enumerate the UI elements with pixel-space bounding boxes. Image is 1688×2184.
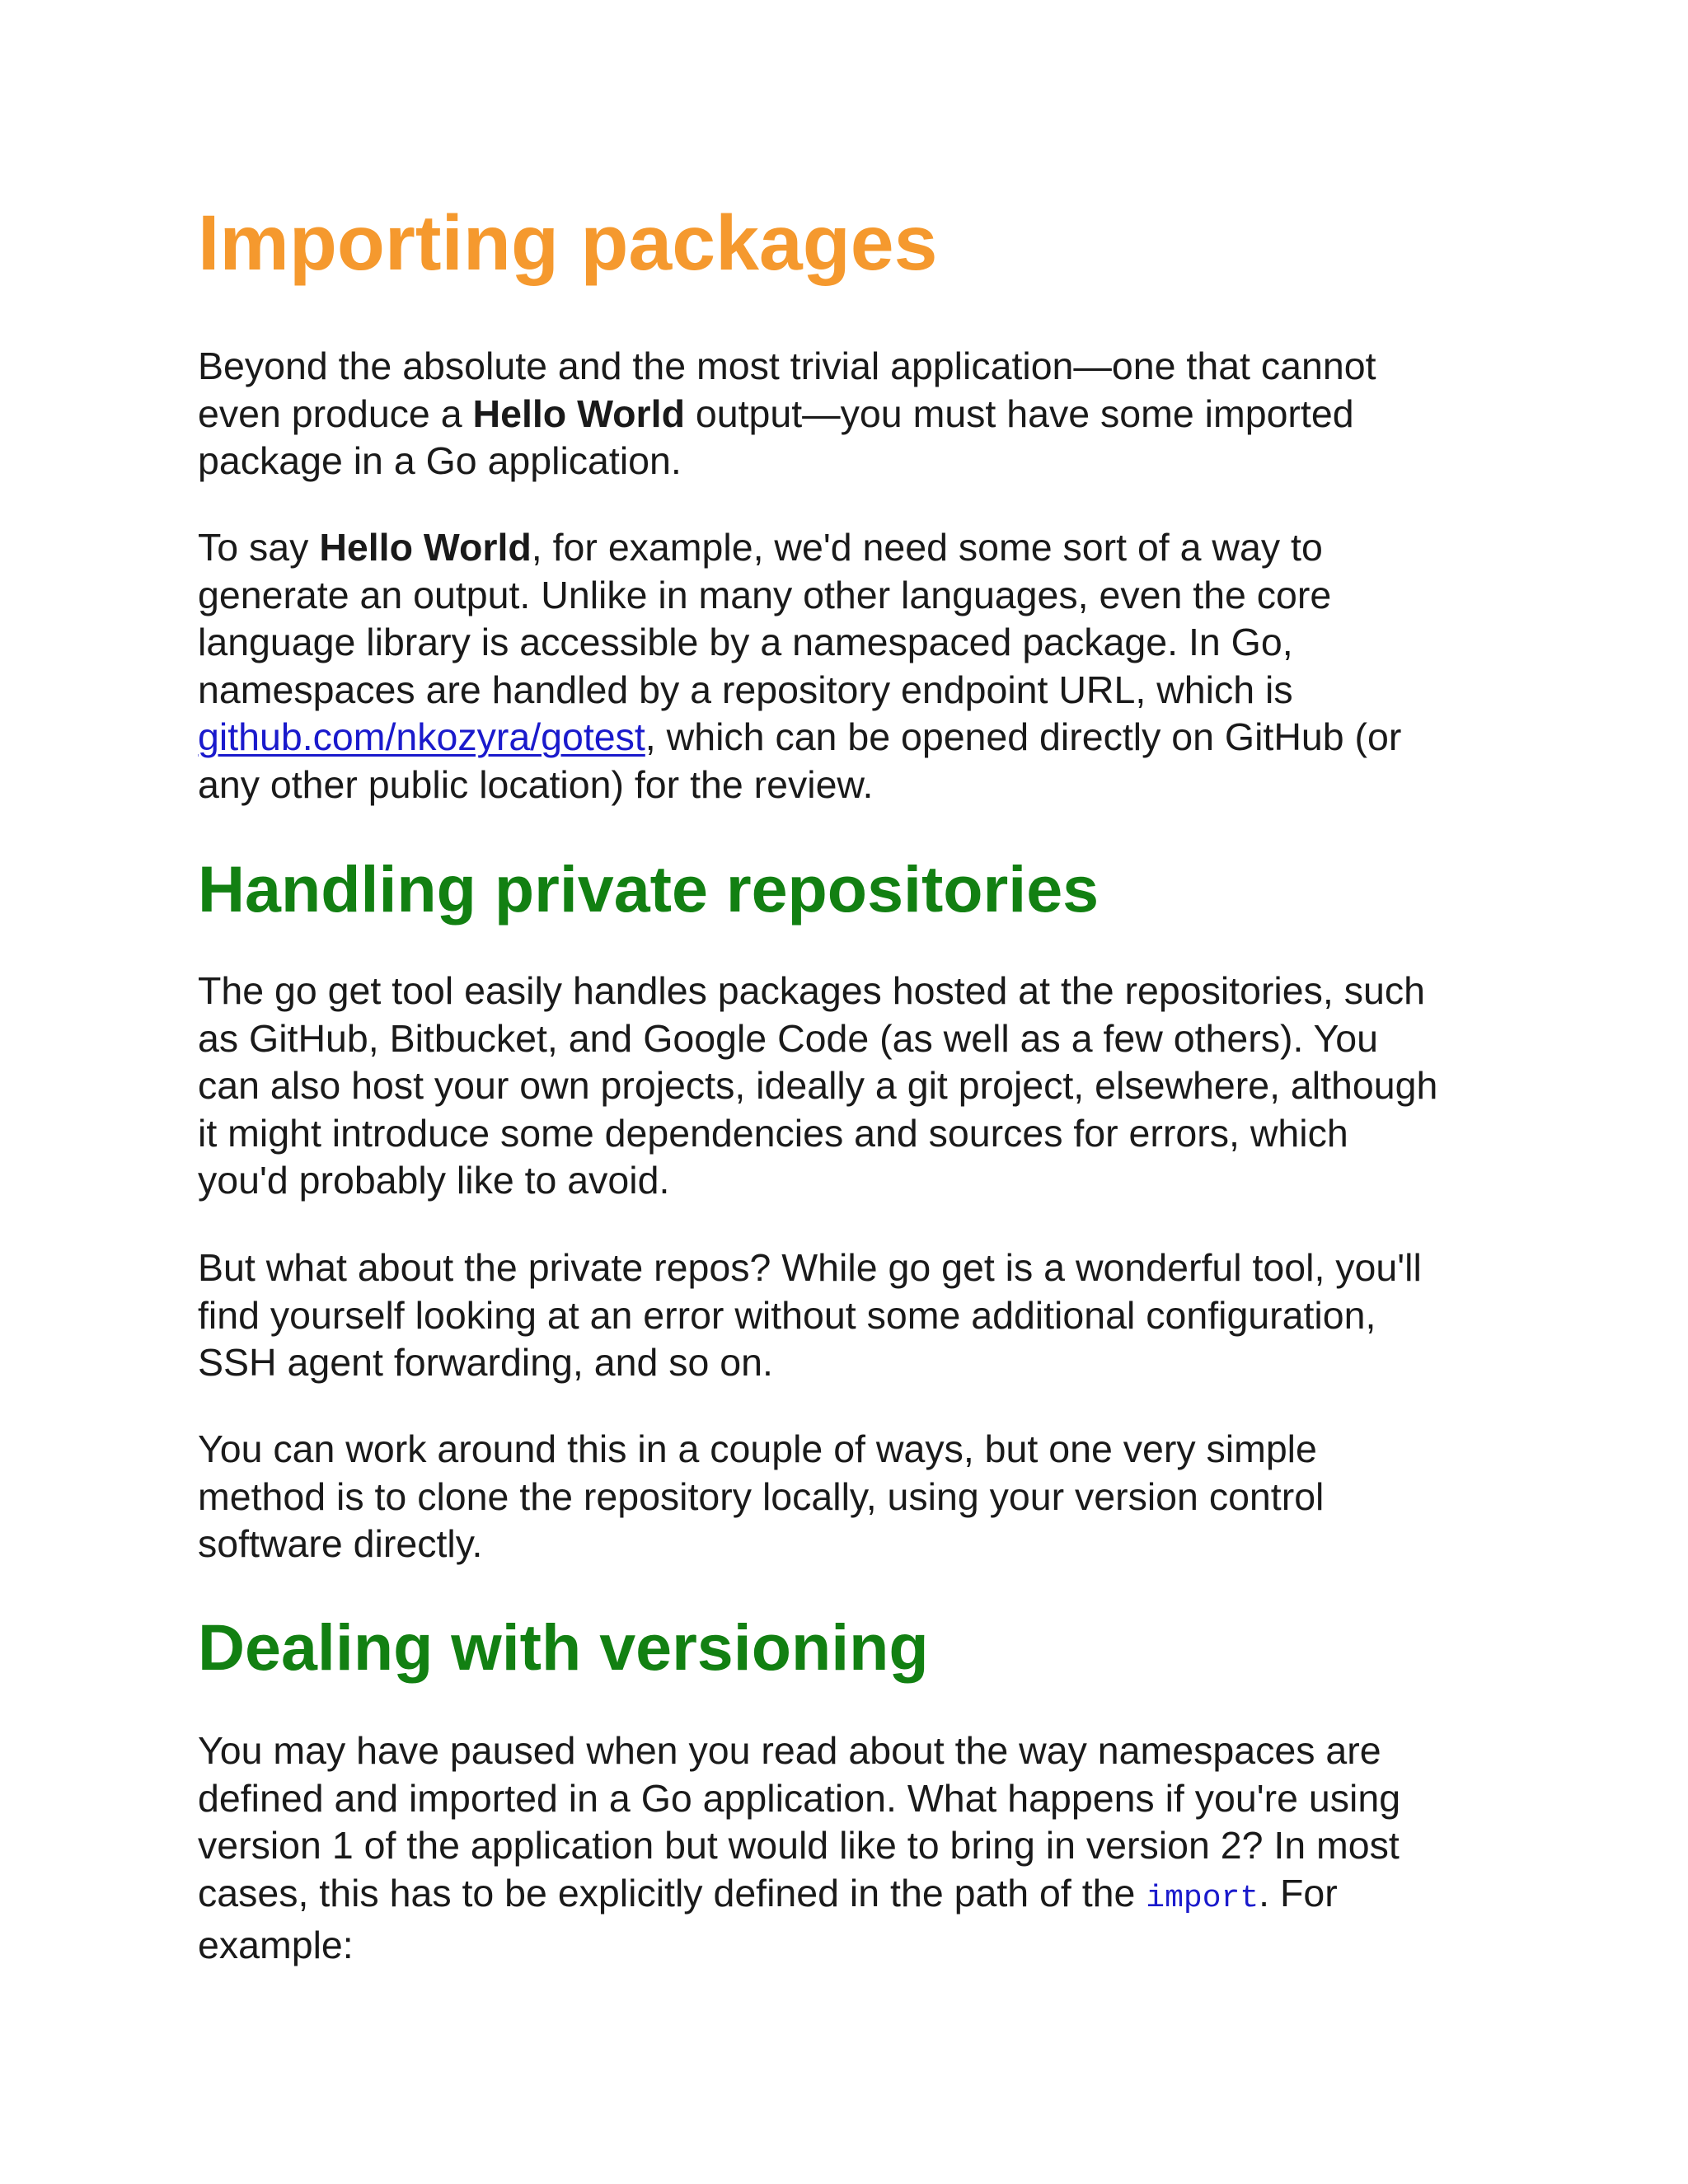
intro-paragraph-1 (198, 343, 1376, 485)
bold-text: Hello World (319, 526, 532, 569)
text-line: namespaces are handled by a repository endpoint URL, which is (198, 668, 1293, 711)
inline-code: import (1146, 1880, 1259, 1916)
text-line: find yourself looking at an error without some additional configuration, (198, 1293, 1376, 1337)
text-line: any other public location) for the review. (198, 762, 874, 806)
text-line: version 1 of the application but would like to bring in version 2? In most (198, 1824, 1400, 1867)
text-line: you'd probably like to avoid. (198, 1159, 670, 1202)
text-line: But what about the private repos? While go get is a wonderful tool, you'll (198, 1246, 1422, 1289)
private-repos-paragraph-3 (198, 1426, 1324, 1568)
text-line: even produce a Hello World output—you must have some imported (198, 391, 1354, 435)
text-line: can also host your own projects, ideally a git project, elsewhere, although (198, 1064, 1438, 1107)
text-line: You may have paused when you read about the way namespaces are (198, 1729, 1381, 1772)
bold-text: Hello World (472, 391, 685, 435)
text-line: Beyond the absolute and the most trivial application—one that cannot (198, 344, 1376, 387)
text-line: generate an output. Unlike in many other languages, even the core (198, 573, 1332, 616)
text-line: github.com/nkozyra/gotest, which can be opened directly on GitHub (or (198, 715, 1402, 758)
text-line: example: (198, 1924, 354, 1966)
text-line: package in a Go application. (198, 439, 682, 482)
text-line: defined and imported in a Go application. What happens if you're using (198, 1776, 1401, 1820)
text-line: language library is accessible by a namespaced package. In Go, (198, 621, 1293, 663)
text-line: method is to clone the repository locally, using your version control (198, 1474, 1325, 1518)
intro-paragraph-2 (198, 524, 1401, 808)
text-line: it might introduce some dependencies and sources for errors, which (198, 1111, 1348, 1155)
text-line: The go get tool easily handles packages hosted at the repositories, such (198, 969, 1425, 1012)
text-line: SSH agent forwarding, and so on. (198, 1341, 773, 1384)
text-line: To say Hello World, for example, we'd need some sort of a way to (198, 526, 1323, 569)
page-title: Importing packages (198, 199, 938, 287)
private-repos-paragraph-1 (198, 968, 1437, 1205)
repository-link[interactable]: github.com/nkozyra/gotest (198, 715, 645, 758)
section-heading-versioning: Dealing with versioning (198, 1610, 929, 1684)
text-line: cases, this has to be explicitly defined in the path of the import. For (198, 1871, 1338, 1916)
text-line: You can work around this in a couple of ways, but one very simple (198, 1427, 1317, 1470)
private-repos-paragraph-2 (198, 1244, 1422, 1387)
text-line: as GitHub, Bitbucket, and Google Code (as well as a few others). You (198, 1016, 1378, 1060)
section-heading-private-repositories: Handling private repositories (198, 852, 1100, 926)
text-line: software directly. (198, 1522, 483, 1565)
versioning-paragraph-1 (198, 1727, 1400, 1970)
